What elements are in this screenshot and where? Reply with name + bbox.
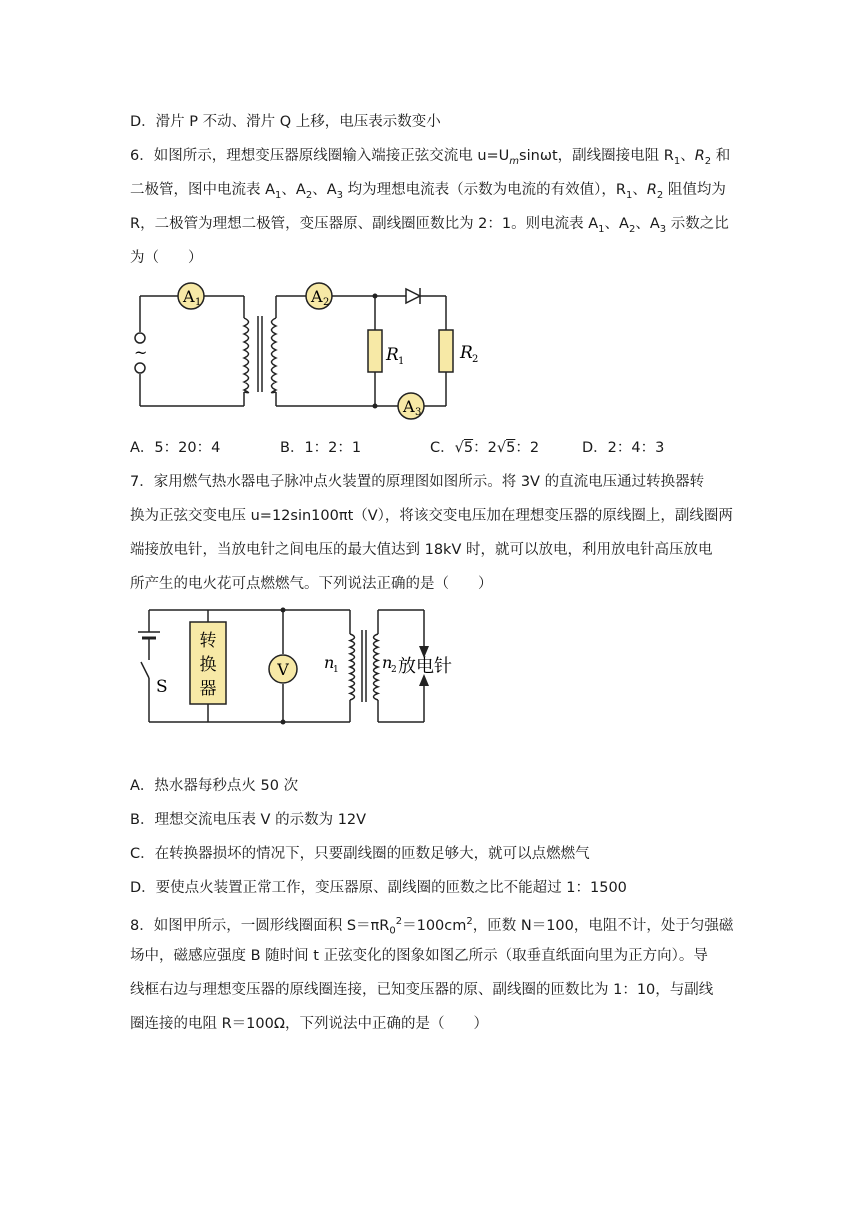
diode-icon (406, 289, 420, 303)
q6-option-b: B．1：2：1 (280, 440, 362, 456)
q6-option-c: C．√5：2√5：2 (430, 440, 540, 456)
q6-line-4: 为（ ） (130, 250, 203, 266)
resistor-r1-icon (368, 330, 382, 372)
svg-text:S: S (156, 677, 168, 697)
a1-label: A (183, 287, 195, 306)
q5-option-d: D．滑片 P 不动、滑片 Q 上移，电压表示数变小 (130, 114, 441, 130)
resistor-r2-icon (439, 330, 453, 372)
q6-option-a: A．5：20：4 (130, 440, 221, 456)
svg-text:1: 1 (333, 665, 339, 675)
q8-line-4: 圈连接的电阻 R＝100Ω，下列说法中正确的是（ ） (130, 1016, 488, 1032)
svg-text:V: V (277, 660, 289, 679)
svg-text:R: R (460, 343, 473, 363)
svg-text:1: 1 (195, 297, 202, 308)
q7-option-b: B．理想交流电压表 V 的示数为 12V (130, 812, 367, 828)
q7-option-c: C．在转换器损坏的情况下，只要副线圈的匝数足够大，就可以点燃燃气 (130, 846, 590, 862)
svg-text:R: R (386, 345, 399, 365)
svg-text:器: 器 (199, 679, 217, 699)
svg-text:转: 转 (199, 631, 217, 651)
q6-line-3: R，二极管为理想二极管，变压器原、副线圈匝数比为 2：1。则电流表 $A_1$、$A_2$、$A_3$ 示数之比 (130, 216, 729, 235)
q6-line-1: 6．如图所示，理想变压器原线圈输入端接正弦交流电 $u=U_m\sin\omega t$，副线圈接电阻 $R_1$、$R_2$ 和 (130, 148, 731, 167)
q7-option-a: A．热水器每秒点火 50 次 (130, 778, 299, 794)
q8-line-3: 线框右边与理想变压器的原线圈连接，已知变压器的原、副线圈的匝数比为 1：10，与副线 (130, 982, 714, 998)
svg-text:3: 3 (415, 407, 422, 418)
q7-ignition-circuit-diagram (128, 604, 468, 728)
svg-text:换: 换 (199, 655, 217, 675)
svg-text:n: n (324, 653, 335, 672)
q8-line-2: 场中，磁感应强度 B 随时间 t 正弦变化的图象如图乙所示（取垂直纸面向里为正方向）。导 (130, 948, 708, 964)
q6-line-2: 二极管，图中电流表 $A_1$、$A_2$、$A_3$ 均为理想电流表（示数为电流的有效值），$R_1$、$R_2$ 阻值均为 (130, 182, 726, 201)
q7-line-4: 所产生的电火花可点燃燃气。下列说法正确的是（ ） (130, 576, 493, 592)
q8-line-1: 8．如图甲所示，一圆形线圈面积 $S=\pi R_0^2=100cm^2$，匝数 N＝100，电阻不计，处于匀强磁 (130, 916, 734, 937)
q6-option-d: D．2：4：3 (582, 440, 665, 456)
q7-line-1: 7．家用燃气热水器电子脉冲点火装置的原理图如图所示。将 3V 的直流电压通过转换器转 (130, 474, 705, 490)
svg-text:2: 2 (472, 354, 479, 365)
svg-text:2: 2 (323, 297, 330, 308)
q7-line-3: 端接放电针，当放电针之间电压的最大值达到 18kV 时，就可以放电，利用放电针高压放电 (130, 542, 713, 558)
svg-text:A: A (311, 287, 323, 306)
svg-text:n: n (382, 653, 393, 672)
svg-text:2: 2 (391, 665, 397, 675)
q7-option-d: D．要使点火装置正常工作，变压器原、副线圈的匝数之比不能超过 1：1500 (130, 880, 627, 896)
needle-label: 放电针 (398, 656, 452, 677)
svg-text:1: 1 (398, 356, 405, 367)
q6-circuit-diagram (128, 282, 479, 418)
svg-text:A: A (403, 397, 415, 416)
ac-source-icon: ~ (134, 343, 148, 362)
q7-line-2: 换为正弦交变电压 u=12sin100πt（V），将该交变电压加在理想变压器的原线圈上，副线圈两 (130, 508, 733, 524)
